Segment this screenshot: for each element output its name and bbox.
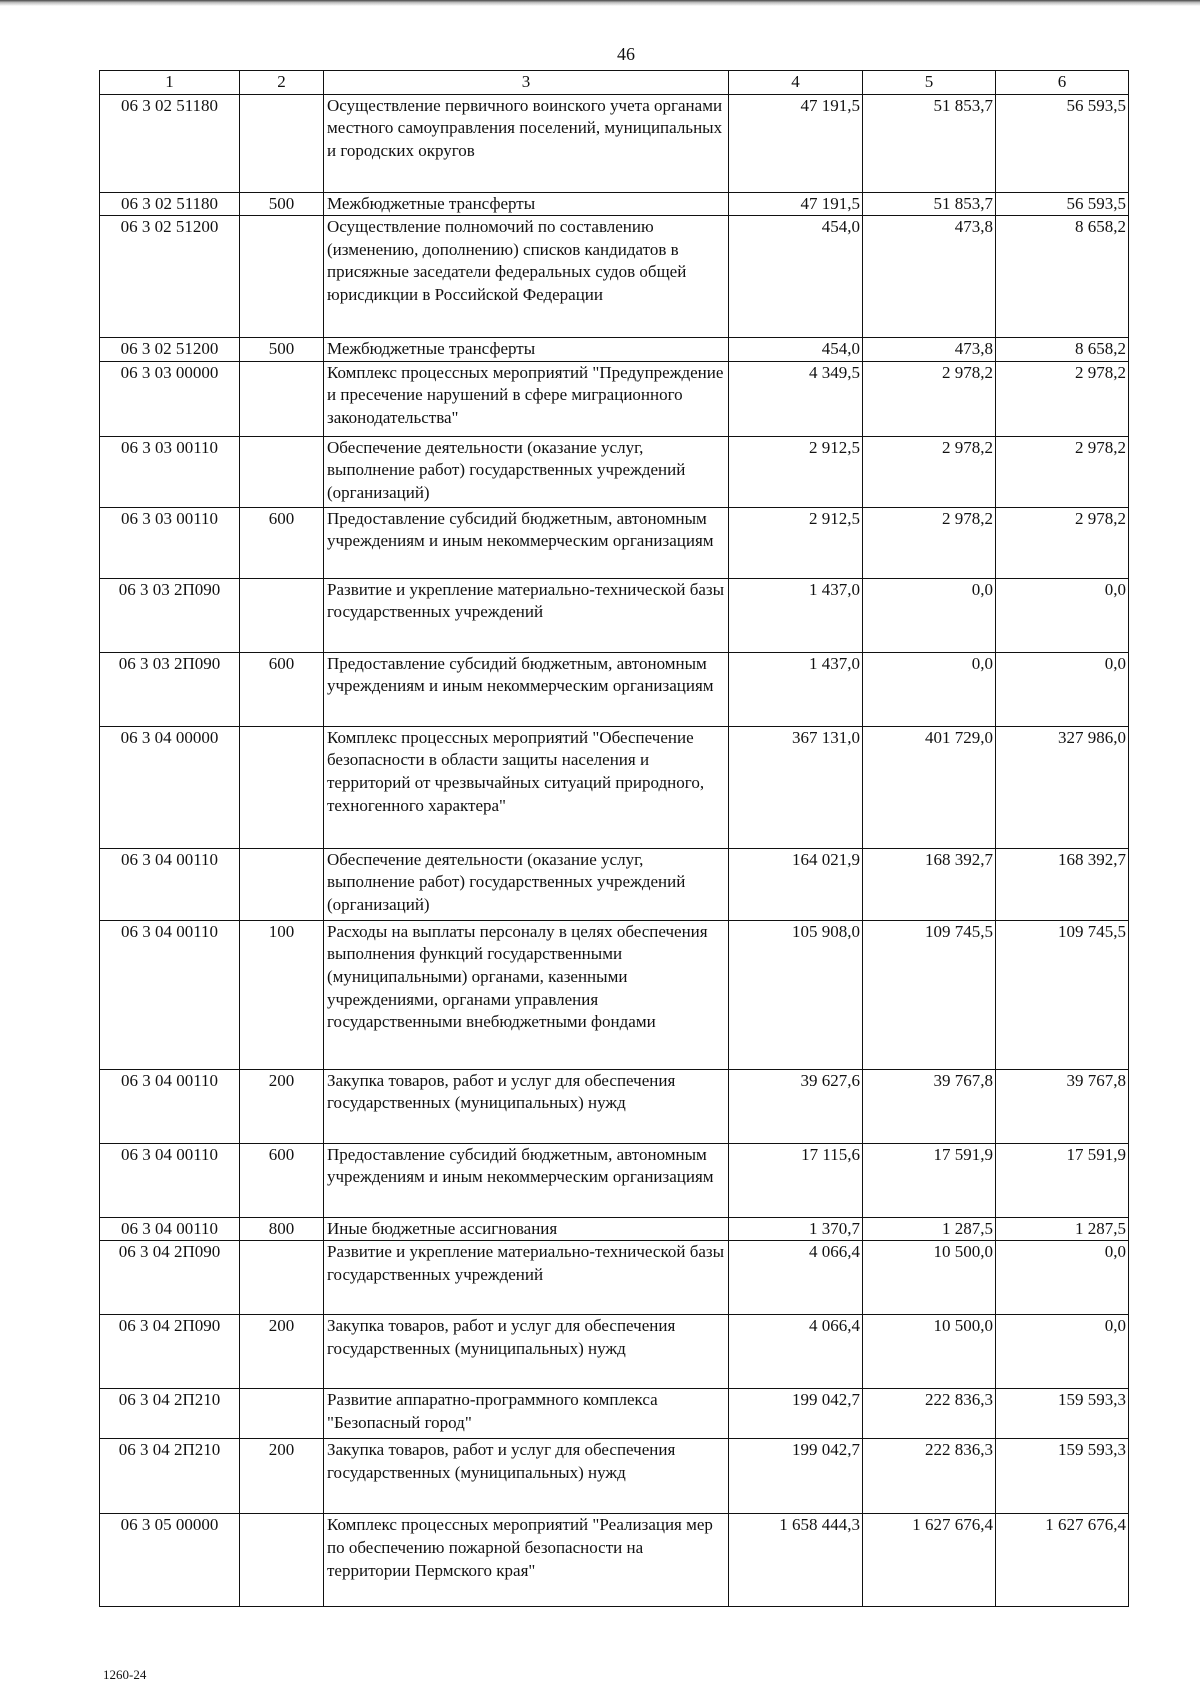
row-amount-col5: 473,8 [863,338,996,362]
row-code: 06 3 03 00110 [100,436,240,507]
column-header: 3 [324,71,729,95]
row-expense-type [240,578,324,652]
row-code: 06 3 04 00110 [100,1217,240,1241]
row-amount-col6: 0,0 [996,578,1129,652]
row-code: 06 3 02 51180 [100,94,240,192]
table-row [100,94,1129,192]
row-name: Закупка товаров, работ и услуг для обеспечения государственных (муниципальных) нужд [324,1069,729,1143]
row-name: Осуществление полномочий по составлению (изменению, дополнению) списков кандидатов в присяжные заседатели федеральных судов общей юрисдикции в Российской Федерации [324,216,729,338]
table-row [100,578,1129,652]
row-expense-type [240,848,324,920]
row-name: Предоставление субсидий бюджетным, автономным учреждениям и иным некоммерческим организациям [324,507,729,578]
row-name: Предоставление субсидий бюджетным, автономным учреждениям и иным некоммерческим организациям [324,1143,729,1217]
table-row [100,1315,1129,1389]
row-amount-col6: 56 593,5 [996,192,1129,216]
row-expense-type: 800 [240,1217,324,1241]
row-code: 06 3 04 00000 [100,726,240,848]
row-amount-col6: 39 767,8 [996,1069,1129,1143]
row-name: Расходы на выплаты персоналу в целях обеспечения выполнения функций государственными (муниципальными) органами, казенными учреждениями, органами управления государственными внебюджетными фондами [324,920,729,1069]
column-header: 1 [100,71,240,95]
row-expense-type: 600 [240,507,324,578]
row-expense-type: 200 [240,1069,324,1143]
scan-edge [0,0,1200,6]
row-amount-col5: 1 287,5 [863,1217,996,1241]
row-expense-type [240,726,324,848]
table-row [100,338,1129,362]
row-amount-col4: 105 908,0 [729,920,863,1069]
row-name: Осуществление первичного воинского учета органами местного самоуправления поселений, муниципальных и городских округов [324,94,729,192]
column-header: 6 [996,71,1129,95]
row-amount-col5: 10 500,0 [863,1315,996,1389]
row-amount-col5: 17 591,9 [863,1143,996,1217]
budget-table [99,70,1129,1607]
row-amount-col5: 10 500,0 [863,1241,996,1315]
row-code: 06 3 03 00000 [100,361,240,436]
table-row [100,1143,1129,1217]
column-header: 5 [863,71,996,95]
row-amount-col5: 222 836,3 [863,1439,996,1514]
row-amount-col6: 8 658,2 [996,338,1129,362]
row-amount-col6: 8 658,2 [996,216,1129,338]
row-name: Комплекс процессных мероприятий "Реализация мер по обеспечению пожарной безопасности на территории Пермского края" [324,1514,729,1607]
row-amount-col5: 2 978,2 [863,436,996,507]
row-expense-type [240,361,324,436]
page-number: 46 [617,44,635,64]
table-row [100,652,1129,726]
column-header: 2 [240,71,324,95]
row-code: 06 3 02 51200 [100,216,240,338]
row-code: 06 3 04 00110 [100,1143,240,1217]
row-name: Комплекс процессных мероприятий "Предупреждение и пресечение нарушений в сфере миграционного законодательства" [324,361,729,436]
row-amount-col6: 2 978,2 [996,361,1129,436]
table-row [100,848,1129,920]
row-name: Комплекс процессных мероприятий "Обеспечение безопасности в области защиты населения и территорий от чрезвычайных ситуаций природного, техногенного характера" [324,726,729,848]
row-code: 06 3 02 51180 [100,192,240,216]
column-header: 4 [729,71,863,95]
row-amount-col4: 199 042,7 [729,1389,863,1439]
row-amount-col4: 2 912,5 [729,436,863,507]
table-header-row [100,71,1129,95]
row-name: Межбюджетные трансферты [324,338,729,362]
table-row [100,216,1129,338]
row-amount-col4: 17 115,6 [729,1143,863,1217]
row-amount-col5: 0,0 [863,578,996,652]
row-code: 06 3 03 00110 [100,507,240,578]
row-amount-col5: 222 836,3 [863,1389,996,1439]
row-amount-col5: 51 853,7 [863,94,996,192]
row-name: Предоставление субсидий бюджетным, автономным учреждениям и иным некоммерческим организациям [324,652,729,726]
row-amount-col4: 1 658 444,3 [729,1514,863,1607]
table-row [100,436,1129,507]
row-amount-col5: 109 745,5 [863,920,996,1069]
row-expense-type [240,1514,324,1607]
row-amount-col4: 1 437,0 [729,578,863,652]
row-expense-type: 500 [240,338,324,362]
row-name: Обеспечение деятельности (оказание услуг, выполнение работ) государственных учреждений (организаций) [324,436,729,507]
row-amount-col5: 2 978,2 [863,361,996,436]
row-amount-col4: 454,0 [729,338,863,362]
table-row [100,1241,1129,1315]
row-amount-col4: 1 437,0 [729,652,863,726]
row-amount-col4: 4 066,4 [729,1315,863,1389]
row-amount-col6: 17 591,9 [996,1143,1129,1217]
row-code: 06 3 04 2П210 [100,1439,240,1514]
row-amount-col6: 1 287,5 [996,1217,1129,1241]
row-expense-type: 100 [240,920,324,1069]
row-amount-col5: 2 978,2 [863,507,996,578]
row-amount-col4: 47 191,5 [729,192,863,216]
row-code: 06 3 04 2П090 [100,1241,240,1315]
row-amount-col5: 1 627 676,4 [863,1514,996,1607]
row-code: 06 3 03 2П090 [100,578,240,652]
row-name: Закупка товаров, работ и услуг для обеспечения государственных (муниципальных) нужд [324,1315,729,1389]
row-amount-col6: 109 745,5 [996,920,1129,1069]
row-expense-type [240,1241,324,1315]
row-amount-col5: 473,8 [863,216,996,338]
row-name: Развитие и укрепление материально-технической базы государственных учреждений [324,578,729,652]
row-amount-col6: 0,0 [996,652,1129,726]
row-name: Закупка товаров, работ и услуг для обеспечения государственных (муниципальных) нужд [324,1439,729,1514]
row-code: 06 3 04 2П090 [100,1315,240,1389]
row-amount-col4: 4 066,4 [729,1241,863,1315]
row-amount-col5: 168 392,7 [863,848,996,920]
row-amount-col6: 159 593,3 [996,1389,1129,1439]
row-amount-col4: 199 042,7 [729,1439,863,1514]
table-row [100,1439,1129,1514]
table-row [100,1514,1129,1607]
row-amount-col5: 401 729,0 [863,726,996,848]
row-amount-col4: 2 912,5 [729,507,863,578]
row-name: Иные бюджетные ассигнования [324,1217,729,1241]
row-name: Развитие и укрепление материально-технической базы государственных учреждений [324,1241,729,1315]
row-amount-col6: 1 627 676,4 [996,1514,1129,1607]
row-code: 06 3 04 00110 [100,920,240,1069]
row-expense-type: 200 [240,1439,324,1514]
row-expense-type: 600 [240,1143,324,1217]
row-code: 06 3 03 2П090 [100,652,240,726]
row-amount-col6: 159 593,3 [996,1439,1129,1514]
row-amount-col4: 367 131,0 [729,726,863,848]
row-expense-type [240,216,324,338]
row-amount-col6: 56 593,5 [996,94,1129,192]
row-code: 06 3 02 51200 [100,338,240,362]
row-expense-type [240,94,324,192]
row-amount-col4: 1 370,7 [729,1217,863,1241]
row-amount-col6: 0,0 [996,1315,1129,1389]
row-amount-col5: 0,0 [863,652,996,726]
row-expense-type [240,436,324,507]
row-expense-type: 600 [240,652,324,726]
row-code: 06 3 04 00110 [100,1069,240,1143]
row-amount-col6: 0,0 [996,1241,1129,1315]
row-expense-type: 500 [240,192,324,216]
row-amount-col6: 2 978,2 [996,507,1129,578]
table-row [100,1389,1129,1439]
row-code: 06 3 04 00110 [100,848,240,920]
table-row [100,1069,1129,1143]
row-amount-col6: 168 392,7 [996,848,1129,920]
row-name: Обеспечение деятельности (оказание услуг, выполнение работ) государственных учреждений (организаций) [324,848,729,920]
row-amount-col4: 39 627,6 [729,1069,863,1143]
table-row [100,920,1129,1069]
table-row [100,726,1129,848]
table-row [100,507,1129,578]
row-amount-col4: 454,0 [729,216,863,338]
row-amount-col4: 164 021,9 [729,848,863,920]
row-name: Межбюджетные трансферты [324,192,729,216]
row-amount-col6: 2 978,2 [996,436,1129,507]
row-amount-col5: 51 853,7 [863,192,996,216]
table-row [100,192,1129,216]
row-amount-col5: 39 767,8 [863,1069,996,1143]
row-code: 06 3 04 2П210 [100,1389,240,1439]
row-code: 06 3 05 00000 [100,1514,240,1607]
row-expense-type: 200 [240,1315,324,1389]
row-amount-col6: 327 986,0 [996,726,1129,848]
document-code: 1260-24 [103,1667,147,1682]
row-amount-col4: 4 349,5 [729,361,863,436]
table-row [100,1217,1129,1241]
row-expense-type [240,1389,324,1439]
row-amount-col4: 47 191,5 [729,94,863,192]
table-row [100,361,1129,436]
row-name: Развитие аппаратно-программного комплекса "Безопасный город" [324,1389,729,1439]
